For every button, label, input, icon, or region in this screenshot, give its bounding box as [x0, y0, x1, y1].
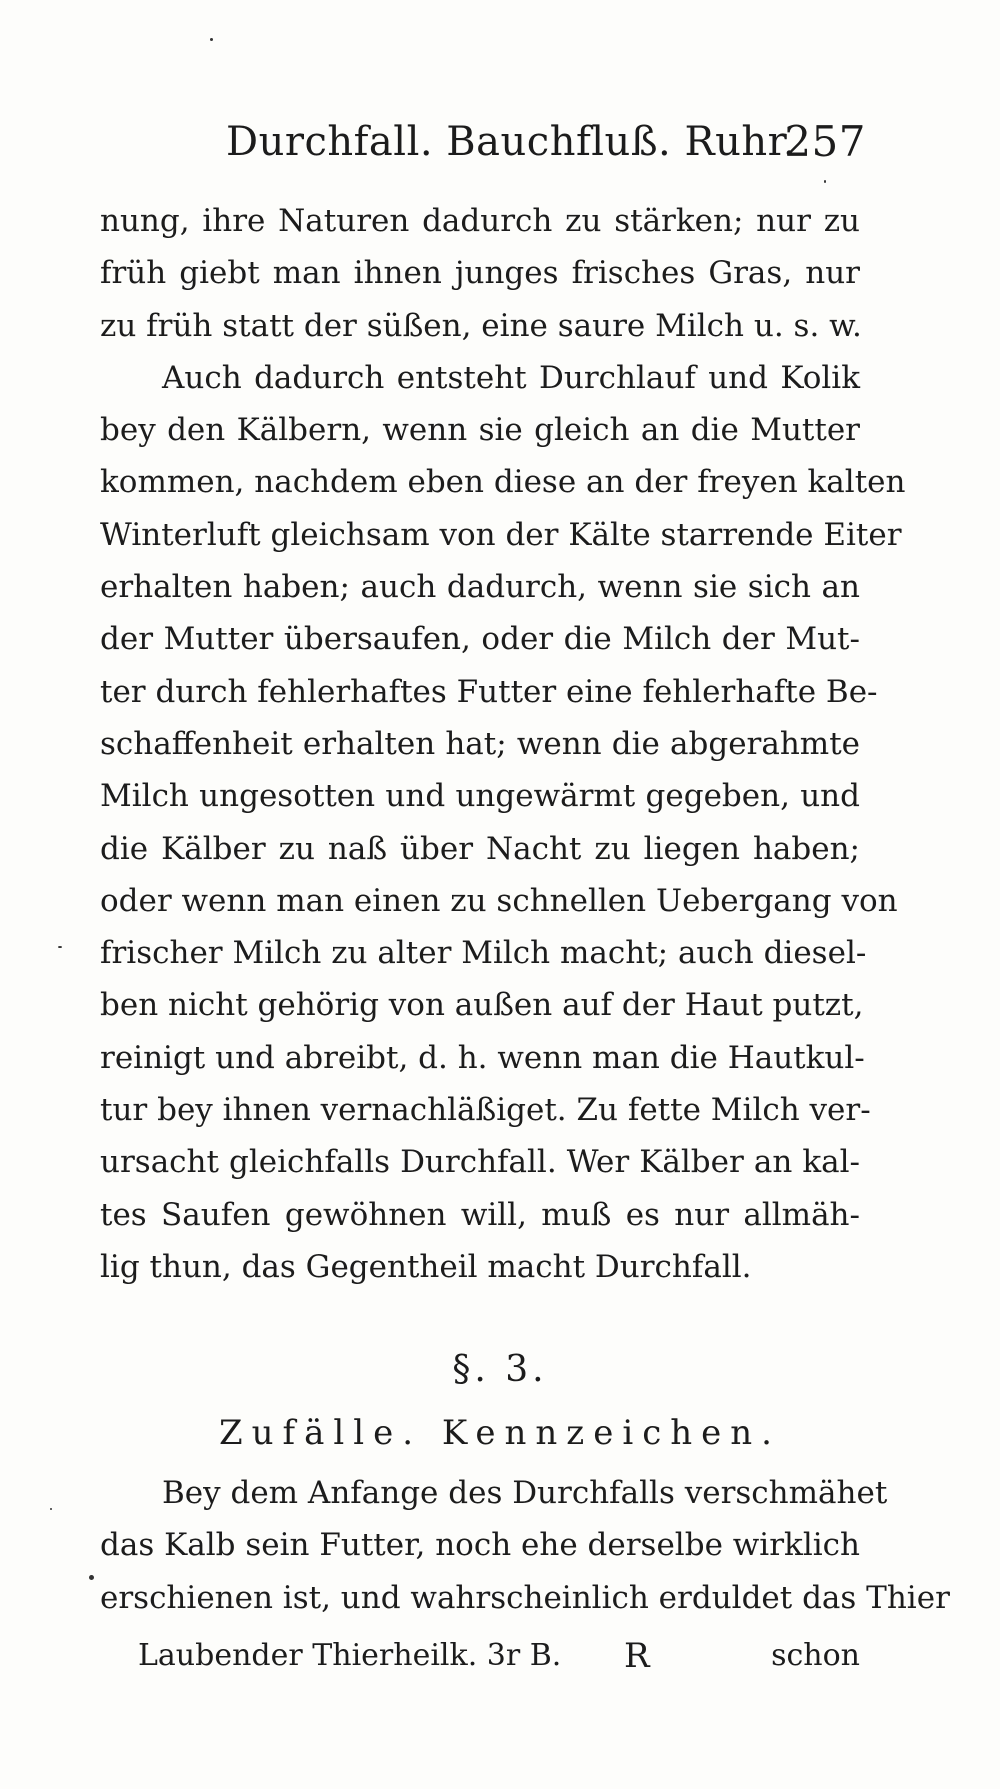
text-line: Bey dem Anfange des Durchfalls verschmähet [162, 1475, 888, 1511]
text-line: tur bey ihnen vernachläßiget. Zu fette Milch ver- [100, 1092, 871, 1129]
section-title: Zufälle. Kennzeichen. [219, 1413, 781, 1453]
catchword: schon [771, 1638, 860, 1673]
text-line: bey den Kälbern, wenn sie gleich an die Mutter [100, 412, 860, 449]
page-footer [138, 1628, 860, 1684]
text-line: erhalten haben; auch dadurch, wenn sie sich an [100, 569, 860, 606]
text-line: Winterluft gleichsam von der Kälte starrende Eiter [100, 516, 902, 553]
text-line: ursacht gleichfalls Durchfall. Wer Kälber an kal- [100, 1144, 860, 1181]
scan-speck [824, 180, 826, 183]
text-line: schaffenheit erhalten hat; wenn die abgerahmte [100, 725, 860, 762]
text-line: frischer Milch zu alter Milch macht; auch diesel- [100, 935, 867, 972]
running-head [226, 112, 866, 172]
section-body-text [100, 1467, 950, 1624]
signature-mark: R [624, 1636, 650, 1676]
text-line: ter durch fehlerhaftes Futter eine fehlerhafte Be- [100, 673, 878, 710]
text-line: kommen, nachdem eben diese an der freyen kalten [100, 464, 906, 501]
text-line: reinigt und abreibt, d. h. wenn man die Hautkul- [100, 1039, 865, 1076]
body-text [100, 195, 906, 1293]
text-line: ben nicht gehörig von außen auf der Haut putzt, [100, 987, 864, 1024]
text-line: Auch dadurch entsteht Durchlauf und Kolik [162, 359, 860, 396]
scan-speck [210, 38, 213, 41]
text-line: die Kälber zu naß über Nacht zu liegen haben; [100, 830, 860, 867]
scan-speck [58, 946, 62, 948]
text-line: erschienen ist, und wahrscheinlich erduldet das Thier [100, 1579, 950, 1616]
text-line: früh giebt man ihnen junges frisches Gras, nur [100, 255, 860, 292]
page-number: 257 [784, 117, 866, 166]
text-line: oder wenn man einen zu schnellen Uebergang von [100, 882, 898, 919]
text-line: zu früh statt der süßen, eine saure Milch u. s. w. [100, 307, 862, 344]
text-line: nung, ihre Naturen dadurch zu stärken; nur zu [100, 203, 860, 239]
text-line: das Kalb sein Futter, noch ehe derselbe wirklich [100, 1527, 860, 1564]
printer-signature: Laubender Thierheilk. 3r B. [138, 1638, 562, 1673]
text-line: tes Saufen gewöhnen will, muß es nur allmäh- [100, 1196, 860, 1233]
text-line: Milch ungesotten und ungewärmt gegeben, und [100, 778, 860, 815]
running-head-title: Durchfall. Bauchfluß. Ruhr. [226, 119, 797, 165]
scan-speck [89, 1575, 94, 1580]
section-number: §. 3. [452, 1349, 548, 1390]
scan-speck [50, 1508, 52, 1510]
text-line: lig thun, das Gegentheil macht Durchfall. [100, 1248, 752, 1285]
text-line: der Mutter übersaufen, oder die Milch der Mut- [100, 621, 860, 658]
